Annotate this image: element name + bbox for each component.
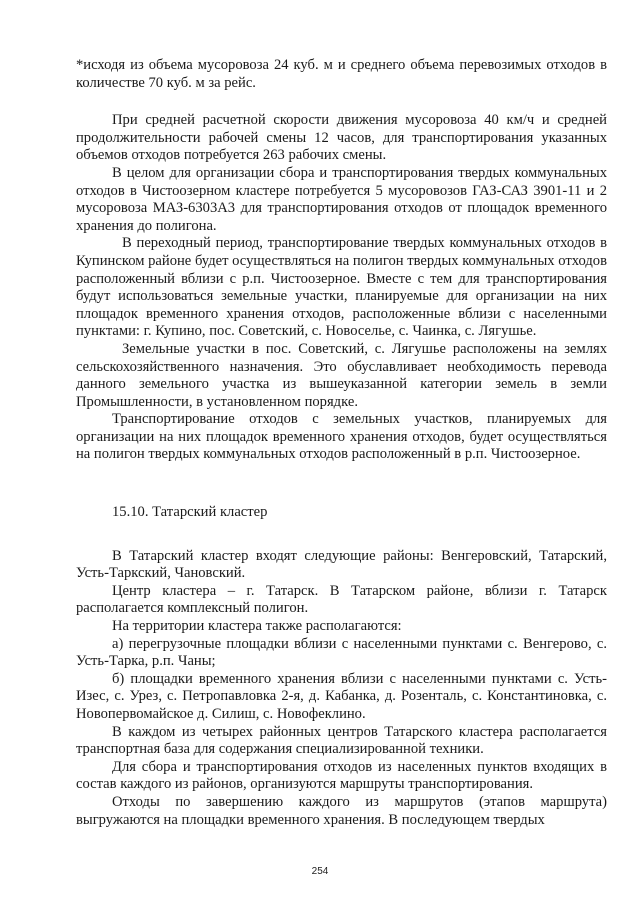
paragraph-trip-calculation: При средней расчетной скорости движения мусоровоза 40 км/ч и средней продолжительности рабочей смены 12 часов, для транспортирования указанных объемов отходов потребуется 263 рабочих смены. — [76, 112, 607, 164]
paragraph-kupino-transition: В переходный период, транспортирование твердых коммунальных отходов в Купинском районе будет осуществляться на полигон твердых коммунальных отходов расположенный вблизи с р.п. Чистоозерное. Вместе с тем для транспортирования будут использоваться земельные участки, планируемые для организации на них площадок временного хранения отходов, расположенные вблизи с населенными пунктами: г. Купино, пос. Советский, с. Новоселье, с. Чаинка, с. Лягушье. — [76, 235, 607, 340]
list-item-storage-sites: б) площадки временного хранения вблизи с населенными пунктами с. Усть-Изес, с. Урез, с. Петропавловка 2-я, д. Кабанка, д. Розенталь, с. Константиновка, с. Новопервомайское д. Силиш, с. Новофеклино. — [76, 670, 607, 722]
page-number: 254 — [311, 866, 329, 877]
paragraph-unloading: Отходы по завершению каждого из маршрутов (этапов маршрута) выгружаются на площадки временного хранения. В последующем твердых — [76, 793, 607, 828]
paragraph-routes: Для сбора и транспортирования отходов из населенных пунктов входящих в состав каждого из районов, организуются маршруты транспортирования. — [76, 758, 607, 793]
paragraph-land-plots: Земельные участки в пос. Советский, с. Лягушье расположены на землях сельскохозяйственного назначения. Это обуславливает необходимость перевода данного земельного участка из вышеуказанной категории земель в земли Промышленности, в установленном порядке. — [76, 340, 607, 410]
list-item-transfer-sites: а) перегрузочные площадки вблизи с населенными пунктами с. Венгерово, с. Усть-Тарка, р.п. Чаны; — [76, 635, 607, 670]
paragraph-cluster-center: Центр кластера – г. Татарск. В Татарском районе, вблизи г. Татарск располагается комплексный полигон. — [76, 582, 607, 617]
paragraph-transport-base: В каждом из четырех районных центров Татарского кластера располагается транспортная база для содержания специализированной техники. — [76, 723, 607, 758]
document-page — [76, 57, 607, 829]
paragraph-chistoozernoe-fleet: В целом для организации сбора и транспортирования твердых коммунальных отходов в Чистоозерном кластере потребуется 5 мусоровозов ГАЗ-САЗ 3901-11 и 2 мусоровоза МАЗ-6303А3 для транспортирования отходов от площадок временного хранения до полигона. — [76, 164, 607, 234]
paragraph-also-located: На территории кластера также располагаются: — [112, 618, 402, 635]
section-heading: 15.10. Татарский кластер — [112, 504, 268, 521]
footnote: *исходя из объема мусоровоза 24 куб. м и среднего объема перевозимых отходов в количестве 70 куб. м за рейс. — [76, 57, 607, 91]
paragraph-districts: В Татарский кластер входят следующие районы: Венгеровский, Татарский, Усть-Таркский, Чановский. — [76, 547, 607, 582]
paragraph-transport-to-landfill: Транспортирование отходов с земельных участков, планируемых для организации на них площадок временного хранения отходов, будет осуществляться на полигон твердых коммунальных отходов расположенный в р.п. Чистоозерное. — [76, 411, 607, 463]
